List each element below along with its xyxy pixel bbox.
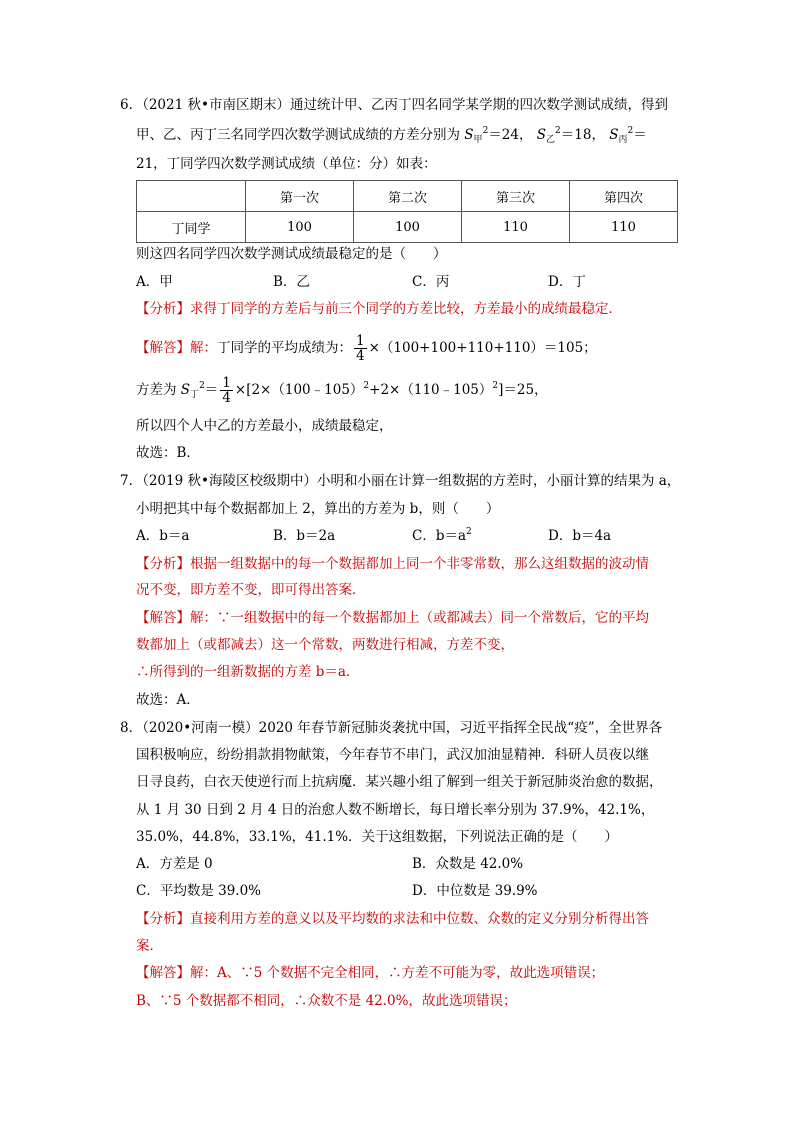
table-header-row bbox=[137, 181, 678, 212]
q8-stem-line2: 国积极响应，纷纷捐款捐物献策，今年春节不串门，武汉加油显精神．科研人员夜以继 bbox=[136, 747, 649, 763]
table-cell: 110 bbox=[570, 212, 678, 243]
q8-stem-line1: 8．（2020•河南一模）2020 年春节新冠肺炎袭扰中国，习近平指挥全民战“疫”，全世界各 bbox=[120, 720, 663, 736]
answer-label: 【解答】解： bbox=[136, 610, 217, 626]
q8-stem-line3: 日寻良药，白衣天使逆行而上抗病魔．某兴趣小组了解到一组关于新冠肺炎治愈的数据， bbox=[136, 774, 663, 790]
q6-answer-line2: 方差为 $S_丁^2=$ $\frac{1}{4}$ ×[2×（100﹣105）$^2$+2×（110﹣105）$^2$]＝25， bbox=[136, 375, 548, 406]
q8-analysis-line2: 案． bbox=[136, 938, 163, 954]
q6-option-b: B．乙 bbox=[273, 274, 310, 290]
fraction: $\frac{1}{4}$ bbox=[356, 333, 365, 364]
table-cell: 110 bbox=[462, 212, 570, 243]
q8-option-c: C．平均数是 39.0% bbox=[136, 883, 262, 899]
answer-label: 【解答】解： bbox=[136, 340, 217, 356]
q7-stem-line2: 小明把其中每个数据都加上 2，算出的方差为 b，则（ ） bbox=[136, 501, 500, 517]
table-row bbox=[137, 212, 678, 243]
table-cell: 100 bbox=[246, 212, 354, 243]
q8-analysis-line1: 【分析】直接利用方差的意义以及平均数的求法和中位数、众数的定义分别分析得出答 bbox=[136, 911, 649, 927]
q6-option-d: D．丁 bbox=[548, 274, 586, 290]
q8-stem-line4: 从 1 月 30 日到 2 月 4 日的治愈人数不断增长，每日增长率分别为 37.9%，42.1%， bbox=[136, 802, 655, 818]
q6-stem-line2-text: 甲、乙、丙丁三名同学四次数学测试成绩的方差分别为 bbox=[136, 127, 460, 143]
q8-option-a: A．方差是 0 bbox=[136, 856, 213, 872]
answer-label: 【解答】解： bbox=[136, 965, 217, 981]
q7-answer-line1: 【解答】解：∵一组数据中的每一个数据都加上（或都减去）同一个常数后，它的平均 bbox=[136, 610, 649, 626]
table-header-cell: 第一次 bbox=[246, 181, 354, 212]
q6-question: 则这四名同学四次数学测试成绩最稳定的是（ ） bbox=[136, 246, 447, 262]
q7-option-c: C．$b=a^2$ bbox=[412, 527, 472, 544]
table-header-cell: 第三次 bbox=[462, 181, 570, 212]
q7-choose: 故选：A． bbox=[136, 692, 200, 708]
q7-analysis-line1: 【分析】根据一组数据中的每一个数据都加上同一个非零常数，那么这组数据的波动情 bbox=[136, 556, 649, 572]
q6-stem-line2: 甲、乙、丙丁三名同学四次数学测试成绩的方差分别为 $S_甲^2=24$， $S_乙^2=18$， $S_丙^2=$ bbox=[136, 126, 647, 145]
q8-stem-line5: 35.0%，44.8%，33.1%，41.1%．关于这组数据，下列说法正确的是（ ） bbox=[136, 829, 619, 845]
q7-option-b: B．b＝2a bbox=[273, 528, 336, 544]
q6-analysis: 【分析】求得丁同学的方差后与前三个同学的方差比较，方差最小的成绩最稳定． bbox=[136, 301, 622, 317]
q7-option-d: D．b＝4a bbox=[548, 528, 612, 544]
q6-stem-line3: 21，丁同学四次数学测试成绩（单位：分）如表： bbox=[136, 156, 437, 172]
q6-stem-line1: 6．（2021 秋•市南区期末）通过统计甲、乙丙丁四名同学某学期的四次数学测试成绩，得到 bbox=[120, 97, 668, 113]
q6-score-table bbox=[136, 180, 678, 243]
q6-conclusion: 所以四个人中乙的方差最小，成绩最稳定， bbox=[136, 418, 393, 434]
table-header-cell: 第二次 bbox=[354, 181, 462, 212]
q6-option-c: C．丙 bbox=[412, 274, 450, 290]
q7-answer-line3: ∴所得到的一组新数据的方差 b＝a． bbox=[136, 664, 360, 680]
q7-analysis-line2: 况不变，即方差不变，即可得出答案． bbox=[136, 582, 366, 598]
table-cell: 100 bbox=[354, 212, 462, 243]
q7-option-a: A．b＝a bbox=[136, 528, 190, 544]
q8-option-b: B．众数是 42.0% bbox=[412, 856, 524, 872]
q7-stem-line1: 7．（2019 秋•海陵区校级期中）小明和小丽在计算一组数据的方差时，小丽计算的结果为 a， bbox=[120, 473, 681, 489]
table-header-cell bbox=[137, 181, 246, 212]
q8-answer-line1: 【解答】解：A、∵5 个数据不完全相同，∴方差不可能为零，故此选项错误； bbox=[136, 965, 605, 981]
q7-answer-line2: 数都加上（或都减去）这一个常数，两数进行相减，方差不变， bbox=[136, 637, 514, 653]
q6-answer-line1: 【解答】解：丁同学的平均成绩为： $\frac{1}{4}$ ×（100+100+110+110）＝105； bbox=[136, 333, 597, 364]
fraction: $\frac{1}{4}$ bbox=[222, 375, 231, 406]
q8-answer-line2: B、∵5 个数据都不相同，∴众数不是 42.0%，故此选项错误； bbox=[136, 993, 517, 1009]
q6-option-a: A．甲 bbox=[136, 274, 173, 290]
q6-choose: 故选：B． bbox=[136, 445, 200, 461]
table-header-cell: 第四次 bbox=[570, 181, 678, 212]
table-row-label: 丁同学 bbox=[137, 212, 246, 243]
q8-option-d: D．中位数是 39.9% bbox=[412, 883, 538, 899]
